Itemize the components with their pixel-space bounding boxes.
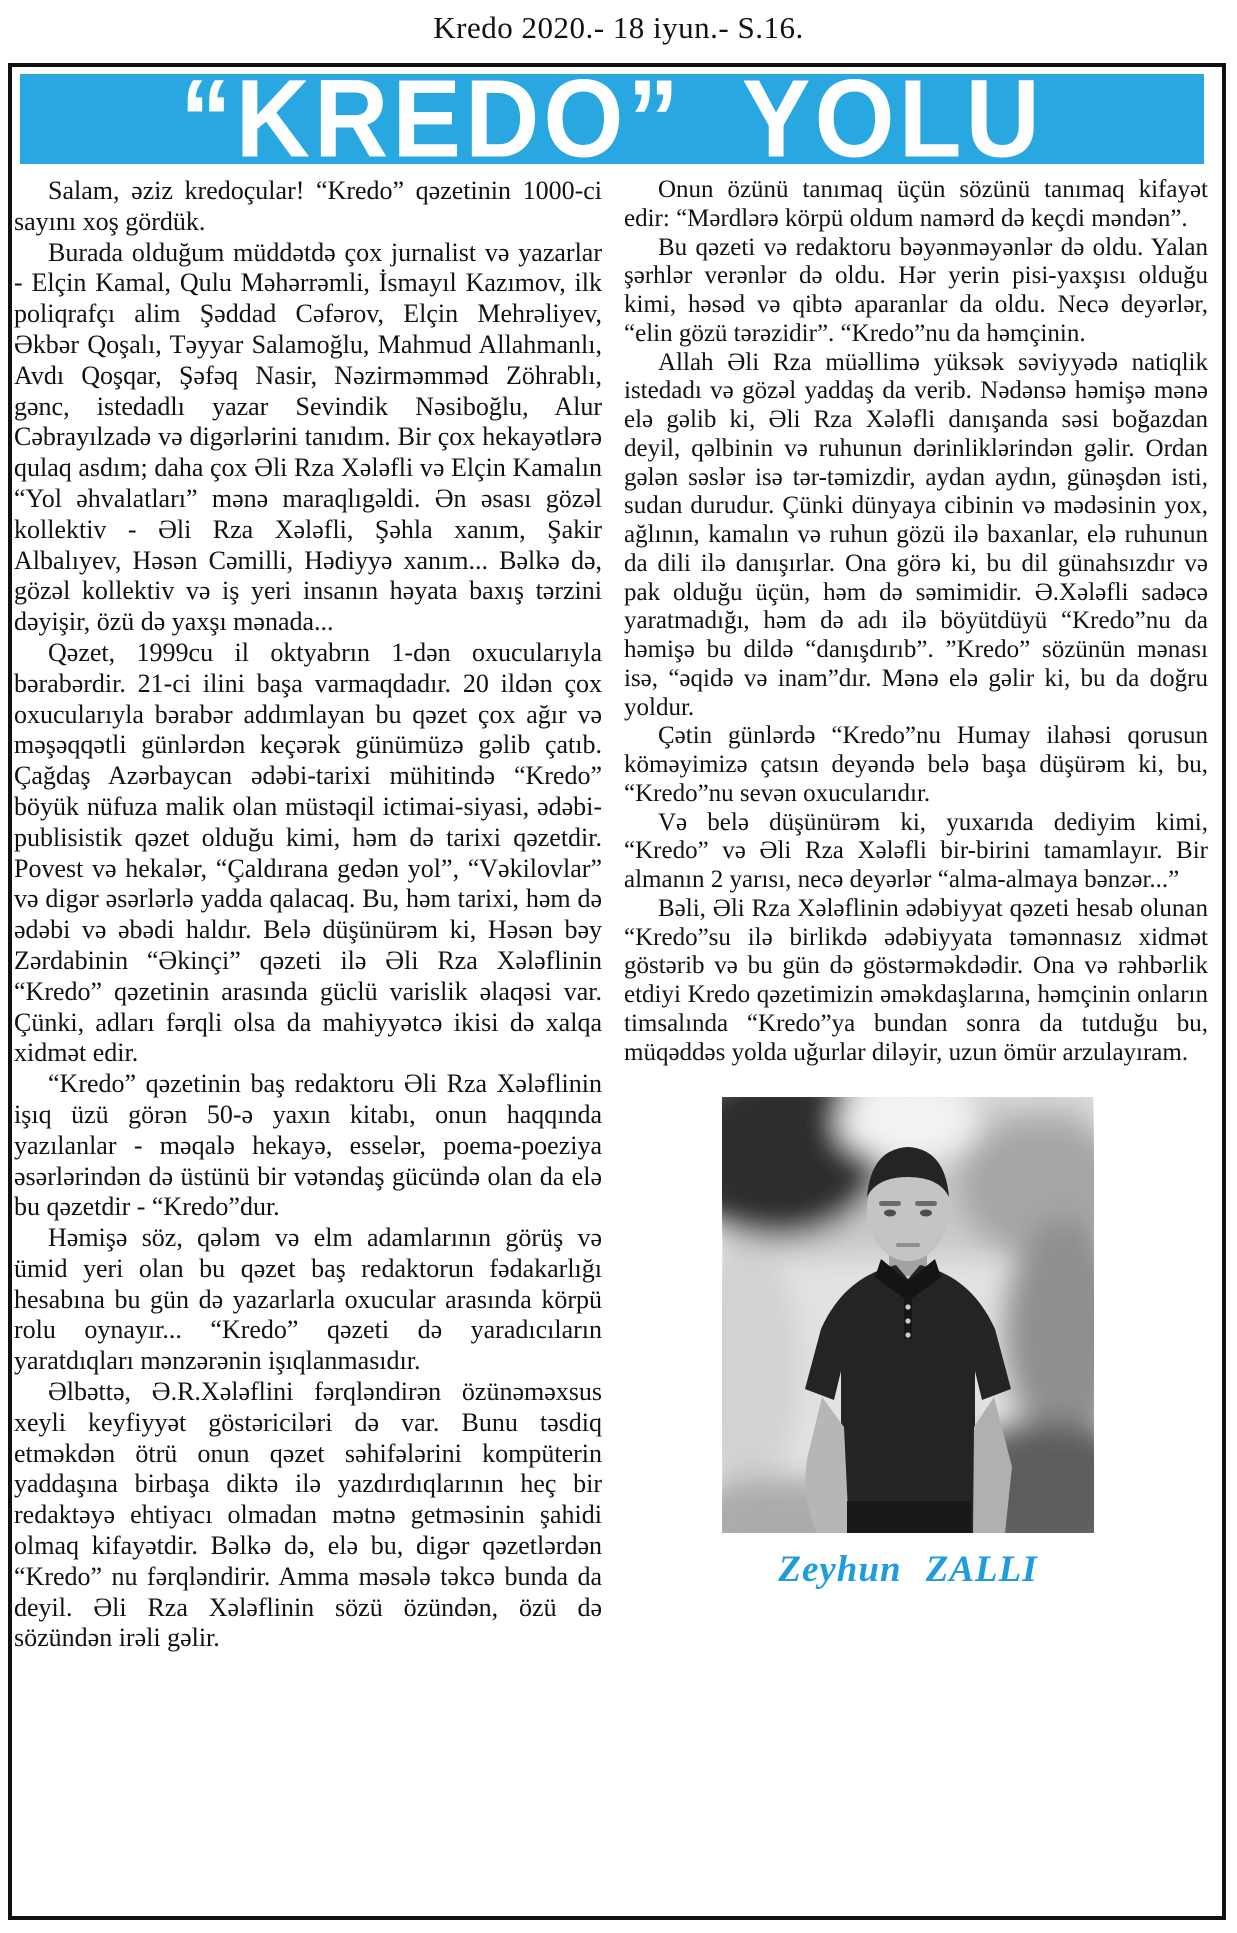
- article-paragraph: Və belə düşünürəm ki, yuxarıda dediyim kimi, “Kredo” və Əli Rza Xələfli bir-birini tamamlayır. Bir almanın 2 yarısı, necə deyərlər “alma-almaya bənzər...”: [624, 808, 1208, 893]
- article-paragraph: Çətin günlərdə “Kredo”nu Humay ilahəsi qorusun köməyimizə çatsın deyəndə belə başa düşürəm ki, bu, “Kredo”nu sevən oxucularıdır.: [624, 722, 1208, 807]
- page-frame: [8, 63, 1226, 1920]
- article-paragraph: Əlbəttə, Ə.R.Xələflini fərqləndirən özünəməxsus xeyli keyfiyyət göstəriciləri də var. Bunu təsdiq etməkdən ötrü onun qəzet səhifələrini kompüterin yaddaşına birbaşa diktə ilə yazdırdıqlarının heç bir redaktəyə ehtiyacı olmadan mətnə getməsinin şahidi olmaq kifayətdir. Bəlkə də, elə bu, digər qəzetlərdən “Kredo” nu fərqləndirir. Amma məsələ təkcə bunda da deyil. Əli Rza Xələflinin sözü özündən, özü də sözündən irəli gəlir.: [14, 1377, 602, 1653]
- article-column-right: [624, 176, 1208, 1654]
- masthead: [20, 74, 1204, 164]
- portrait-photo: [722, 1097, 1094, 1533]
- edition-citation: Kredo 2020.- 18 iyun.- S.16.: [433, 10, 804, 45]
- article-paragraph: Salam, əziz kredoçular! “Kredo” qəzetinin 1000-ci sayını xoş gördük.: [14, 176, 602, 236]
- article-paragraph: “Kredo” qəzetinin baş redaktoru Əli Rza Xələflinin işıq üzü görən 50-ə yaxın kitabı, onun haqqında yazılanlar - məqalə hekayə, esselər, poema-poeziya əsərlərindən də üstünü bir vətəndaş gücündə olan da elə bu qəzetdir - “Kredo”dur.: [14, 1069, 602, 1222]
- article-paragraph: Həmişə söz, qələm və elm adamlarının görüş və ümid yeri olan bu qəzet baş redaktorun fədakarlığı hesabına bu gün də yazarlarla oxucular arasında körpü rolu oynayır... “Kredo” qəzeti də yaradıcıların yaratdıqları mənzərənin işıqlanmasıdır.: [14, 1223, 602, 1376]
- article-body: [14, 176, 1210, 1654]
- portrait-photo-image: [722, 1097, 1094, 1533]
- masthead-title: “KREDO” YOLU: [180, 74, 1044, 164]
- article-paragraph: Onun özünü tanımaq üçün sözünü tanımaq kifayət edir: “Mərdlərə körpü oldum namərd də keçdi məndən”.: [624, 176, 1208, 232]
- article-column-left: [14, 176, 602, 1654]
- article-paragraph: Bu qəzeti və redaktoru bəyənməyənlər də oldu. Yalan şərhlər verənlər də oldu. Hər yerin pisi-yaxşısı olduğu kimi, həsəd və qibtə aparanlar da oldu. Necə deyərlər, “elin gözü tərəzidir”. “Kredo”nu da həmçinin.: [624, 233, 1208, 347]
- article-paragraph: Bəli, Əli Rza Xələflinin ədəbiyyat qəzeti hesab olunan “Kredo”su ilə birlikdə ədəbiyyata təmənnasız xidmət göstərib və bu gün də göstərməkdədir. Ona və rəhbərlik etdiyi Kredo qəzetimizin əməkdaşlarına, həmçinin onların timsalında “Kredo”ya bundan sonra da tutduğu bu, müqəddəs yolda uğurlar diləyir, uzun ömür arzulayıram.: [624, 894, 1208, 1066]
- photo-caption: Zeyhun ZALLI: [778, 1549, 1038, 1591]
- article-paragraph: Burada olduğum müddətdə çox jurnalist və yazarlar - Elçin Kamal, Qulu Məhərrəmli, İsmayıl Kazımov, ilk poliqrafçı alim Şəddad Cəfərov, Elçin Mehrəliyev, Əkbər Qoşalı, Təyyar Salamoğlu, Mahmud Allahmanlı, Avdı Qoşqar, Şəfəq Nasir, Nəzirməmməd Zöhrablı, gənc, istedadlı yazar Sevindik Nəsiboğlu, Alur Cəbrayılzadə və digərlərini tanıdım. Bir çox hekayətlərə qulaq asdım; daha çox Əli Rza Xələfli və Elçin Kamalın “Yol əhvalatları” mənə maraqlıgəldi. Ən əsası gözəl kollektiv - Əli Rza Xələfli, Şəhla xanım, Şakir Albalıyev, Həsən Cəmilli, Hədiyyə xanım... Bəlkə də, gözəl kollektiv və iş yeri insanın həyata baxış tərzini dəyişir, özü də yaxşı mənada...: [14, 237, 602, 637]
- article-paragraph: Qəzet, 1999cu il oktyabrın 1-dən oxucularıyla bərabərdir. 21-ci ilini başa varmaqdadır. 20 ildən çox oxucularıyla bərabər addımlayan bu qəzet çox ağır və məşəqqətli günlərdən keçərək günümüzə gəlib çatıb. Çağdaş Azərbaycan ədəbi-tarixi mühitində “Kredo” böyük nüfuza malik olan müstəqil ictimai-siyasi, ədəbi-publisistik qəzet olduğu kimi, həm də tarixi qəzetdir. Povest və hekalər, “Çaldırana gedən yol”, “Vəkilovlar” və digər əsərlərlə yadda qalacaq. Bu, həm tarixi, həm də ədəbi və əbədi haldır. Belə düşünürəm ki, Həsən bəy Zərdabinin “Əkinçi” qəzeti ilə Əli Rza Xələflinin “Kredo” qəzetinin arasında güclü varislik əlaqəsi var. Çünki, adları fərqli olsa da mahiyyətcə ikisi də xalqa xidmət edir.: [14, 637, 602, 1068]
- article-paragraph: Allah Əli Rza müəllimə yüksək səviyyədə natiqlik istedadı və gözəl yaddaş da verib. Nədənsə həmişə mənə elə gəlib ki, Əli Rza Xələfli danışanda səsi boğazdan deyil, qəlbinin və ruhunun dərinliklərindən gəlir. Ordan gələn səslər isə tər-təmizdir, aydan aydın, günəşdən isti, sudan durudur. Çünki dünyaya cibinin və mədəsinin yox, ağlının, kamalın və ruhun gözü ilə baxanlar, elə ruhunun da dili ilə danışırlar. Ona görə ki, bu dil günahsızdır və pak olduğu üçün, həm də səmimidir. Ə.Xələfli sadəcə yaratmadığı, həm də adı ilə böyütdüyü “Kredo”nu da həmişə bu dildə “danışdırıb”. ”Kredo” sözünün mənası isə, “əqidə və inam”dır. Mənə elə gəlir ki, bu da doğru yoldur.: [624, 348, 1208, 721]
